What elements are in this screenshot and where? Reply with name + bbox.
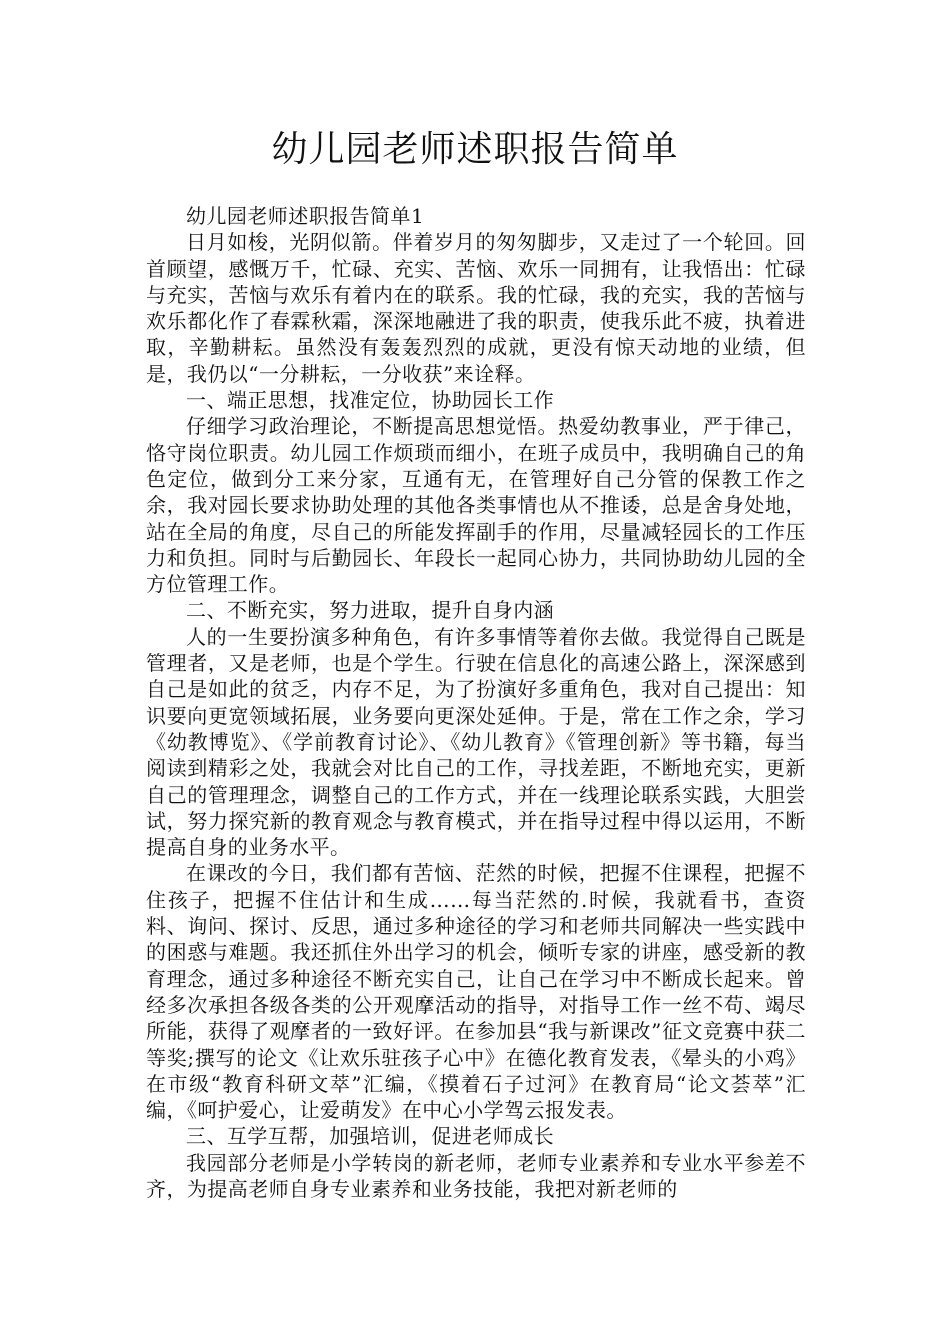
document-body: [146, 203, 806, 1202]
section-3-paragraph: 我园部分老师是小学转岗的新老师，老师专业素养和专业水平参差不齐，为提高老师自身专业素养和业务技能，我把对新老师的: [146, 1150, 806, 1201]
section-1-paragraph: 仔细学习政治理论，不断提高思想觉悟。热爱幼教事业，严于律己，恪守岗位职责。幼儿园工作烦琐而细小，在班子成员中，我明确自己的角色定位，做到分工来分家，互通有无，在管理好自己分管的保教工作之余，我对园长要求协助处理的其他各类事情也从不推诿，总是舍身处地，站在全局的角度，尽自己的所能发挥副手的作用，尽量减轻园长的工作压力和负担。同时与后勤园长、年段长一起同心协力，共同协助幼儿园的全方位管理工作。: [146, 414, 806, 597]
section-2-paragraph-1: 人的一生要扮演多种角色，有许多事情等着你去做。我觉得自己既是管理者，又是老师，也是个学生。行驶在信息化的高速公路上，深深感到自己是如此的贫乏，内存不足，为了扮演好多重角色，我对自己提出：知识要向更宽领域拓展，业务要向更深处延伸。于是，常在工作之余，学习《幼教博览》、《学前教育讨论》、《幼儿教育》《管理创新》等书籍，每当阅读到精彩之处，我就会对比自己的工作，寻找差距，不断地充实，更新自己的管理理念，调整自己的工作方式，并在一线理论联系实践，大胆尝试，努力探究新的教育观念与教育模式，并在指导过程中得以运用，不断提高自身的业务水平。: [146, 624, 806, 860]
report-subtitle: 幼儿园老师述职报告简单1: [186, 204, 425, 228]
intro-paragraph: 日月如梭，光阴似箭。伴着岁月的匆匆脚步，又走过了一个轮回。回首顾望，感慨万千，忙碌、充实、苦恼、欢乐一同拥有，让我悟出：忙碌与充实，苦恼与欢乐有着内在的联系。我的忙碌，我的充实，我的苦恼与欢乐都化作了春霖秋霜，深深地融进了我的职责，使我乐此不疲，执着进取，辛勤耕耘。虽然没有轰轰烈烈的成就，更没有惊天动地的业绩，但是，我仍以“一分耕耘，一分收获”来诠释。: [146, 230, 806, 386]
section-2-paragraph-2: 在课改的今日，我们都有苦恼、茫然的时候，把握不住课程，把握不住孩子，把握不住估计和生成……每当茫然的.时候，我就看书，查资料、询问、探讨、反思，通过多种途径的学习和老师共同解决一些实践中的困惑与难题。我还抓住外出学习的机会，倾听专家的讲座，感受新的教育理念，通过多种途径不断充实自己，让自己在学习中不断成长起来。曾经多次承担各级各类的公开观摩活动的指导，对指导工作一丝不苟、竭尽所能，获得了观摩者的一致好评。在参加县“我与新课改”征文竞赛中获二等奖;撰写的论文《让欢乐驻孩子心中》在德化教育发表，《晕头的小鸡》在市级“教育科研文萃”汇编，《摸着石子过河》在教育局“论文荟萃”汇编，《呵护爱心，让爱萌发》在中心小学驾云报发表。: [146, 861, 806, 1123]
document-title: 幼儿园老师述职报告简单: [271, 129, 679, 170]
section-heading-3: 三、互学互帮，加强培训，促进老师成长: [186, 1124, 555, 1149]
section-heading-2: 二、不断充实，努力进取，提升自身内涵: [186, 598, 555, 623]
section-heading-1: 一、端正思想，找准定位，协助园长工作: [186, 388, 555, 413]
